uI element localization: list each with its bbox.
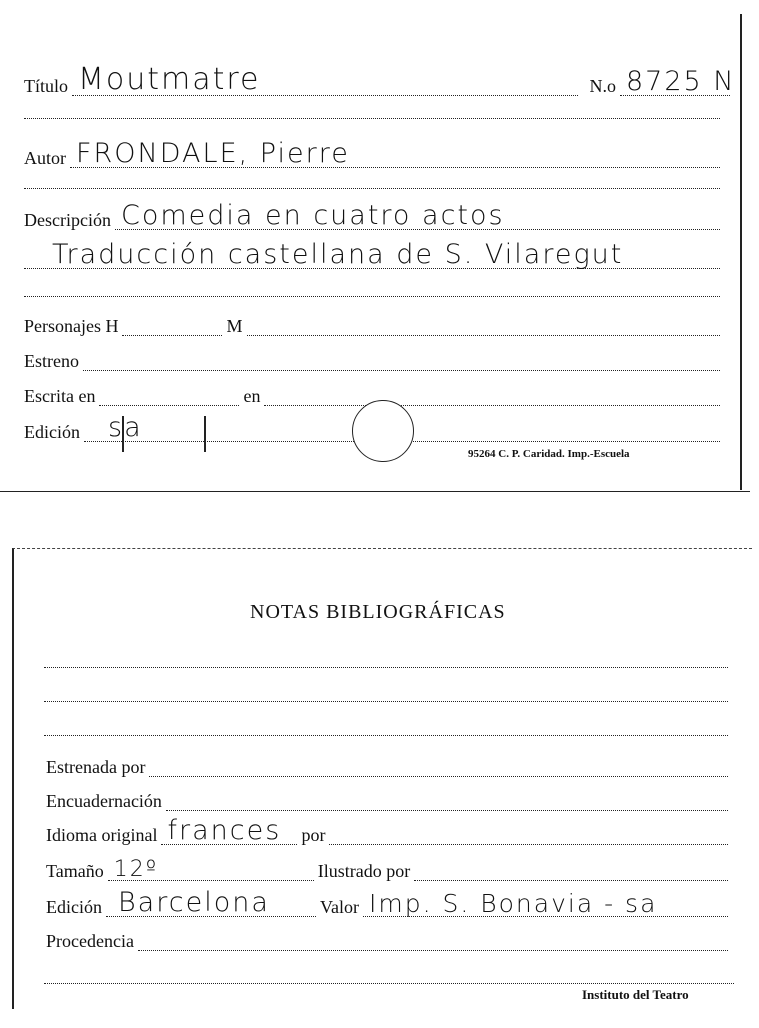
notas-heading: NOTAS BIBLIOGRÁFICAS (250, 601, 506, 623)
descripcion-value-2: Traducción castellana de S. Vilaregut (52, 239, 624, 270)
titulo-row (24, 62, 736, 97)
estrenada-field (149, 758, 728, 777)
back-footer: Instituto del Teatro (582, 987, 689, 1002)
en-field (264, 387, 720, 406)
descripcion-field-2 (24, 239, 720, 270)
valor-field (363, 889, 728, 918)
valor-value: Imp. S. Bonavia - sa (369, 889, 658, 918)
ruled-line (44, 735, 728, 736)
estrenada-row (46, 757, 732, 777)
autor-value: FRONDALE, Pierre (76, 138, 350, 169)
ilustrado-label: Ilustrado por (317, 861, 411, 881)
estreno-label: Estreno (24, 351, 79, 371)
ilustrado-field (414, 862, 728, 881)
edicion-value: sa (108, 412, 143, 443)
edicion-back-label: Edición (46, 897, 102, 917)
titulo-value: Moutmatre (78, 62, 261, 97)
front-footer: 95264 C. P. Caridad. Imp.-Escuela (468, 448, 630, 460)
procedencia-row (46, 931, 732, 951)
estreno-row (24, 351, 724, 371)
tamano-value: 12º (113, 857, 159, 882)
encuadernacion-label: Encuadernación (46, 791, 162, 811)
catalog-card-back (12, 548, 752, 1009)
escrita-label: Escrita en (24, 386, 96, 406)
titulo-label: Título (24, 76, 68, 96)
descripcion-value-1: Comedia en cuatro actos (120, 200, 505, 231)
idioma-field (161, 815, 297, 846)
ruled-line (24, 296, 720, 297)
encuadernacion-row (46, 791, 732, 811)
punch-hole (352, 400, 414, 462)
procedencia-field (138, 932, 728, 951)
descripcion-row-2 (24, 239, 724, 270)
personajes-h-field (122, 317, 222, 336)
numero-field (620, 66, 736, 97)
tamano-field (108, 857, 314, 882)
autor-field (70, 138, 720, 169)
estreno-field (83, 352, 720, 371)
personajes-row (24, 316, 724, 336)
descripcion-field (115, 200, 720, 231)
autor-label: Autor (24, 148, 66, 168)
edicion-back-field (106, 887, 316, 918)
card-separator (0, 491, 750, 492)
ruled-line (24, 118, 720, 119)
descripcion-row (24, 200, 724, 231)
edicion-back-value: Barcelona (118, 887, 270, 918)
personajes-m-field (247, 317, 721, 336)
numero-label: N.o (589, 76, 616, 96)
escrita-field (99, 387, 239, 406)
titulo-field (72, 62, 578, 97)
idioma-row (46, 815, 732, 846)
tamano-row (46, 857, 732, 882)
m-label: M (226, 316, 243, 336)
encuadernacion-field (166, 792, 728, 811)
idioma-value: frances (167, 815, 282, 846)
edicion-back-row (46, 887, 732, 918)
descripcion-label: Descripción (24, 210, 111, 230)
catalog-card-front (10, 14, 742, 490)
personajes-label: Personajes H (24, 316, 119, 336)
numero-value: 8725 N (626, 66, 736, 97)
tamano-label: Tamaño (46, 861, 104, 881)
autor-row (24, 138, 724, 169)
edicion-bracket (122, 416, 206, 452)
por-label: por (301, 825, 326, 845)
ruled-line (44, 983, 734, 984)
ruled-line (44, 701, 728, 702)
ruled-line (44, 667, 728, 668)
en-label: en (243, 386, 261, 406)
edicion-label: Edición (24, 422, 80, 442)
valor-label: Valor (320, 897, 359, 917)
procedencia-label: Procedencia (46, 931, 134, 951)
idioma-label: Idioma original (46, 825, 158, 845)
ruled-line (24, 188, 720, 189)
estrenada-label: Estrenada por (46, 757, 146, 777)
por-field (329, 826, 728, 845)
